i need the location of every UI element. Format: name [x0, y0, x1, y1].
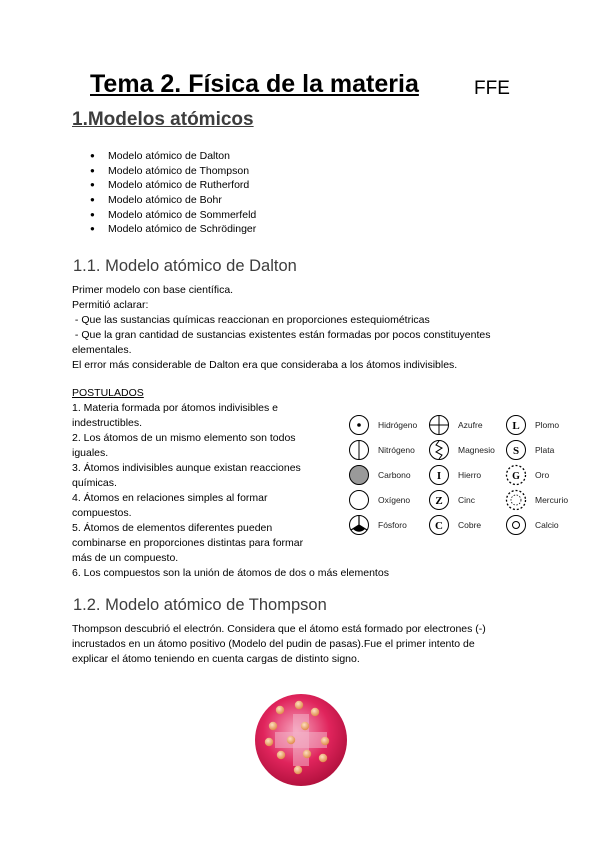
legend-label: Nitrógeno [378, 445, 415, 455]
legend-label: Fósforo [378, 520, 407, 530]
electron [265, 738, 273, 746]
legend-label: Hierro [458, 470, 482, 480]
legend-symbol-letter: S [512, 445, 520, 457]
list-item: ● Modelo atómico de Sommerfeld [90, 208, 256, 223]
nitrogen-symbol-icon [348, 439, 370, 461]
legend-label: Cobre [458, 520, 482, 530]
list-item: ● Modelo atómico de Schrödinger [90, 222, 256, 237]
electron [319, 754, 327, 762]
legend-symbol-letter: C [435, 520, 443, 532]
copper-symbol-icon [428, 514, 450, 536]
legend-symbol-letter: I [436, 470, 442, 482]
silver-symbol-icon [505, 439, 527, 461]
paragraph-line: incrustados en un átomo positivo (Modelo del pudin de pasas).Fue el primer intento de [72, 638, 475, 650]
postulado-line: combinarse en proporciones distintas para formar [72, 537, 304, 549]
legend-item-calcio [505, 514, 559, 536]
list-item: ● Modelo atómico de Dalton [90, 149, 256, 164]
legend-item-hidrogeno [348, 414, 417, 436]
course-code: FFE [474, 78, 510, 99]
postulados-block [72, 386, 389, 581]
hydrogen-symbol-icon [348, 414, 370, 436]
legend-label: Azufre [458, 420, 483, 430]
dalton-intro [72, 283, 491, 373]
plus-sign-horizontal [275, 732, 327, 748]
paragraph-line: elementales. [72, 344, 132, 356]
postulado-line: 4. Átomos en relaciones simples al formar [72, 492, 268, 504]
legend-label: Carbono [378, 470, 411, 480]
electron [287, 736, 295, 744]
lead-symbol-icon [505, 414, 527, 436]
plum-pudding-atom-illustration [253, 692, 349, 788]
legend-label: Mercurio [535, 495, 569, 505]
postulado-line: 6. Los compuestos son la unión de átomos de dos o más elementos [72, 567, 389, 579]
legend-label: Plomo [535, 420, 560, 430]
oxygen-symbol-icon [348, 489, 370, 511]
postulado-line: químicas. [72, 477, 117, 489]
paragraph-line: - Que la gran cantidad de sustancias existentes están formadas por pocos constituyentes [72, 329, 491, 341]
electron [311, 708, 319, 716]
electron [294, 766, 302, 774]
calcium-symbol-icon [505, 514, 527, 536]
legend-item-mercurio [505, 489, 568, 511]
postulado-line: 2. Los átomos de un mismo elemento son todos [72, 432, 296, 444]
page-title: Tema 2. Física de la materia [90, 70, 419, 98]
legend-item-oxigeno [348, 489, 410, 511]
legend-label: Plata [535, 445, 555, 455]
electron [321, 737, 329, 745]
legend-item-carbono [348, 464, 411, 486]
legend-symbol-letter: G [512, 471, 520, 482]
postulado-line: iguales. [72, 447, 109, 459]
paragraph-line: Primer modelo con base científica. [72, 284, 234, 296]
legend-symbol-letter: Z [435, 495, 443, 507]
dalton-heading: 1.1. Modelo atómico de Dalton [73, 257, 297, 275]
postulado-line: 1. Materia formada por átomos indivisibles e [72, 402, 279, 414]
legend-symbol-letter: L [512, 420, 520, 432]
models-list [90, 149, 256, 237]
electron [277, 751, 285, 759]
legend-item-oro [505, 464, 549, 486]
electron [295, 701, 303, 709]
dalton-symbols-legend [348, 414, 580, 538]
magnesium-symbol-icon [428, 439, 450, 461]
postulado-line: más de un compuesto. [72, 552, 179, 564]
legend-item-plomo [505, 414, 559, 436]
legend-item-hierro [428, 464, 481, 486]
gold-symbol-icon [505, 464, 527, 486]
legend-item-cobre [428, 514, 481, 536]
legend-item-magnesio [428, 439, 495, 461]
legend-item-nitrogeno [348, 439, 415, 461]
legend-item-fosforo [348, 514, 407, 536]
thompson-text [72, 622, 486, 667]
postulado-line: 3. Átomos indivisibles aunque existan reacciones [72, 462, 301, 474]
electron [301, 722, 309, 730]
postulado-line: compuestos. [72, 507, 132, 519]
paragraph-line: El error más considerable de Dalton era que consideraba a los átomos indivisibles. [72, 359, 458, 371]
legend-label: Oxígeno [378, 495, 411, 505]
legend-label: Magnesio [458, 445, 495, 455]
paragraph-line: Permitió aclarar: [72, 299, 149, 311]
electron [276, 706, 284, 714]
phosphorus-symbol-icon [348, 514, 370, 536]
legend-item-azufre [428, 414, 483, 436]
list-item: ● Modelo atómico de Bohr [90, 193, 256, 208]
legend-label: Calcio [535, 520, 559, 530]
list-item: ● Modelo atómico de Thompson [90, 164, 256, 179]
thompson-heading: 1.2. Modelo atómico de Thompson [73, 596, 327, 614]
electron [269, 722, 277, 730]
paragraph-line: - Que las sustancias químicas reaccionan en proporciones estequiométricas [72, 314, 430, 326]
paragraph-line: explicar el átomo teniendo en cuenta cargas de distinto signo. [72, 653, 360, 665]
iron-symbol-icon [428, 464, 450, 486]
postulado-line: 5. Átomos de elementos diferentes pueden [72, 522, 273, 534]
list-item: ● Modelo atómico de Rutherford [90, 178, 256, 193]
carbon-symbol-icon [348, 464, 370, 486]
legend-label: Hidrógeno [378, 420, 418, 430]
legend-item-cinc [428, 489, 475, 511]
sulfur-symbol-icon [428, 414, 450, 436]
zinc-symbol-icon [428, 489, 450, 511]
postulado-line: indestructibles. [72, 417, 143, 429]
postulados-title: POSTULADOS [72, 387, 144, 399]
mercury-symbol-icon [505, 489, 527, 511]
electron [303, 750, 311, 758]
legend-item-plata [505, 439, 554, 461]
paragraph-line: Thompson descubrió el electrón. Considera que el átomo está formado por electrones (-) [72, 623, 486, 635]
section-heading-modelos: 1.Modelos atómicos [72, 109, 254, 130]
legend-label: Cinc [458, 495, 476, 505]
legend-label: Oro [535, 470, 550, 480]
